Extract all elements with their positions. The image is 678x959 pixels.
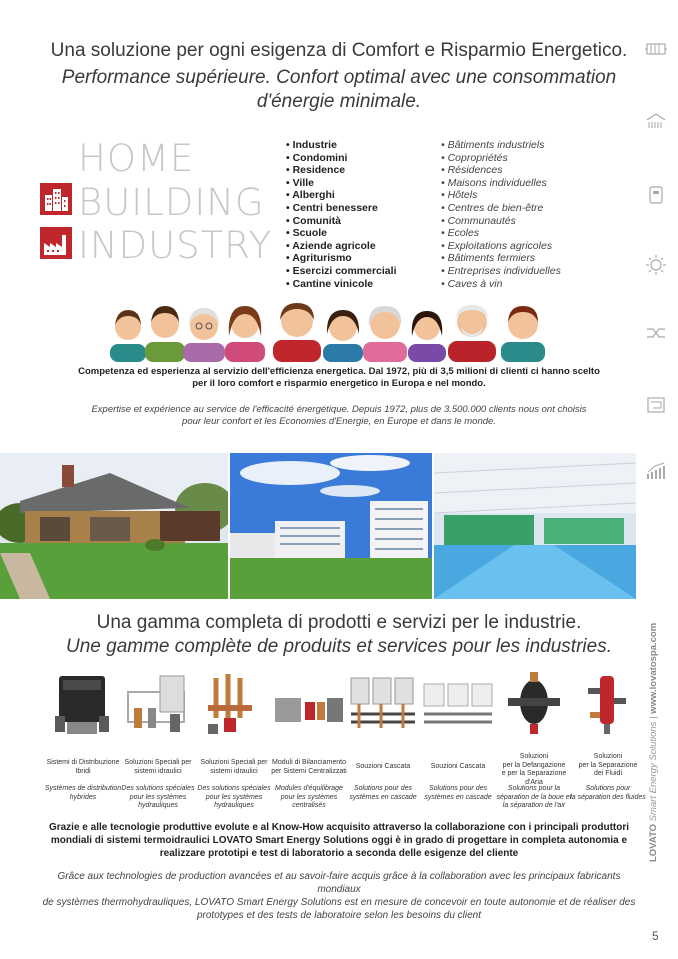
heat-exchanger-icon [645, 394, 667, 416]
range-title-it: Una gamma completa di prodotti e servizi per le industrie. [96, 612, 582, 633]
product-image [45, 668, 121, 740]
product-image [570, 668, 646, 740]
competence-it-line2: per il loro comfort e risparmio energetico in Europa e nel mondo. [192, 378, 486, 389]
product-caption-fr: Solutions pour la séparation de la boue et la séparation de l'air [496, 785, 572, 809]
product-caption-fr: Systèmes de distribution hybrides [44, 785, 122, 801]
industry-photo [434, 453, 636, 599]
radiator-icon [645, 38, 667, 60]
product-image [496, 668, 572, 740]
list-item: • Résidences [441, 164, 561, 177]
chart-icon [645, 460, 667, 482]
list-item: • Bâtiments fermiers [441, 252, 561, 265]
product-caption-it: Souzioni Cascata [430, 763, 486, 770]
person-icon [110, 310, 146, 362]
competence-fr-line1: Expertise et expérience au service de l'efficacité énergétique. Depuis 1972, plus de 3.500.000 clients nous ont choisis [91, 404, 587, 415]
competence-it [40, 366, 638, 390]
product-image [345, 668, 421, 740]
list-item: • Aziende agricole [286, 240, 397, 253]
competence-fr [40, 404, 638, 428]
list-item: • Communautés [441, 215, 561, 228]
product-image [196, 668, 272, 740]
list-item: • Scuole [286, 227, 397, 240]
product-caption-it: Soluzioni per la Separazione dei Fluidi [578, 753, 638, 777]
product-caption-fr: Solutions pour des systèmes en cascade [349, 785, 417, 801]
page-number: 5 [652, 929, 659, 943]
page-title-fr-line1: Performance supérieure. Confort optimal avec une consommation [61, 67, 617, 88]
closing-it: Grazie e alle tecnologie produttive evolute e al Know-How acquisito attraverso la collaborazione con i principali produttori mondiali di sistemi termoidraulici LOVATO Smart Energy Solutions oggi è in grado di progettare in completa autonomia e realizzare prototipi e test di laboratorio a seconda delle esigenze del cliente [48, 822, 630, 859]
footer-separator: | [648, 716, 659, 719]
factory-icon [40, 227, 72, 259]
page-title-it: Una soluzione per ogni esigenza di Comfort e Risparmio Energetico. [50, 40, 628, 61]
product-caption-fr: Modules d'équilibrage pour les systèmes centralisés [275, 785, 343, 809]
pipe-icon [645, 322, 667, 344]
page-title-fr [40, 66, 638, 114]
product-image [120, 668, 196, 740]
product-caption-it: Soluzioni Speciali per sistemi idraulici [200, 759, 268, 775]
sector-industry: INDUSTRY [78, 224, 273, 267]
list-item: • Residence [286, 164, 397, 177]
list-item: • Ecoles [441, 227, 561, 240]
list-item: • Copropriétés [441, 152, 561, 165]
list-item: • Comunità [286, 215, 397, 228]
page-title-fr-line2: d'énergie minimale. [256, 91, 422, 112]
website-link[interactable]: www.lovatospa.com [648, 622, 659, 714]
range-title-fr: Une gamme complète de produits et services pour les industries. [66, 636, 612, 657]
product-caption-fr: Des solutions spéciales pour les systèmes hydrauliques [121, 785, 195, 809]
product-caption-it: Soluzioni per la Defangazione e per la Separazione d'Aria [501, 753, 567, 786]
list-item: • Caves à vin [441, 278, 561, 291]
list-item: • Hôtels [441, 189, 561, 202]
list-item: • Ville [286, 177, 397, 190]
product-caption-it: Souzioni Cascata [355, 763, 411, 770]
list-item: • Bâtiments industriels [441, 139, 561, 152]
sector-home: HOME [78, 137, 195, 180]
brand-footer [648, 622, 659, 862]
list-item: • Condomini [286, 152, 397, 165]
closing-fr: Grâce aux technologies de production avancées et au savoir-faire acquis grâce à la collaboration avec les principaux fabricants mondiaux de systèmes thermohydrauliques, LOVATO Smart Energy Solutions est en mesure de concevoir en toute autonomie et de réaliser des prototypes et des tests de laboratoire selon les besoins du client [42, 871, 636, 921]
product-caption-fr: Des solutions spéciales pour les systèmes hydrauliques [197, 785, 271, 809]
product-caption-it: Moduli di Bilanciamento per Sistemi Centralizzati [271, 759, 347, 775]
list-item: • Centri benessere [286, 202, 397, 215]
brand-name: LOVATO [648, 824, 659, 862]
product-caption-it: Sistemi di Distribuzione Ibridi [46, 759, 120, 775]
boiler-icon [645, 184, 667, 206]
list-item: • Cantine vinicole [286, 278, 397, 291]
competence-it-line1: Competenza ed esperienza al servizio dell'efficienza energetica. Dal 1972, più di 3,5 milioni di clienti ci hanno scelto [78, 366, 600, 377]
floor-heating-icon [645, 110, 667, 132]
product-caption-fr: Solutions pour la séparation des fluides [570, 785, 646, 801]
list-item: • Industrie [286, 139, 397, 152]
product-image [271, 668, 347, 740]
list-item: • Agriturismo [286, 252, 397, 265]
list-item: • Esercizi commerciali [286, 265, 397, 278]
list-item: • Alberghi [286, 189, 397, 202]
list-item: • Centres de bien-être [441, 202, 561, 215]
buildings-photo [230, 453, 432, 599]
sector-building: BUILDING [78, 181, 265, 224]
product-caption-it: Soluzioni Speciali per sistemi idraulici [124, 759, 192, 775]
list-item: • Maisons individuelles [441, 177, 561, 190]
sector-list-fr [441, 139, 561, 290]
competence-fr-line2: pour leur confort et les Economies d'Energie, en Europe et dans le monde. [182, 416, 496, 427]
brand-subtitle: Smart Energy Solutions [648, 721, 659, 822]
list-item: • Entreprises individuelles [441, 265, 561, 278]
sun-icon [645, 254, 667, 276]
list-item: • Exploitations agricoles [441, 240, 561, 253]
home-photo [0, 453, 228, 599]
sector-list-it [286, 139, 397, 290]
customers-illustration [105, 300, 560, 362]
building-icon [40, 183, 72, 215]
product-caption-fr: Solutions pour des systèmes en cascade [424, 785, 492, 801]
product-image [420, 668, 496, 740]
